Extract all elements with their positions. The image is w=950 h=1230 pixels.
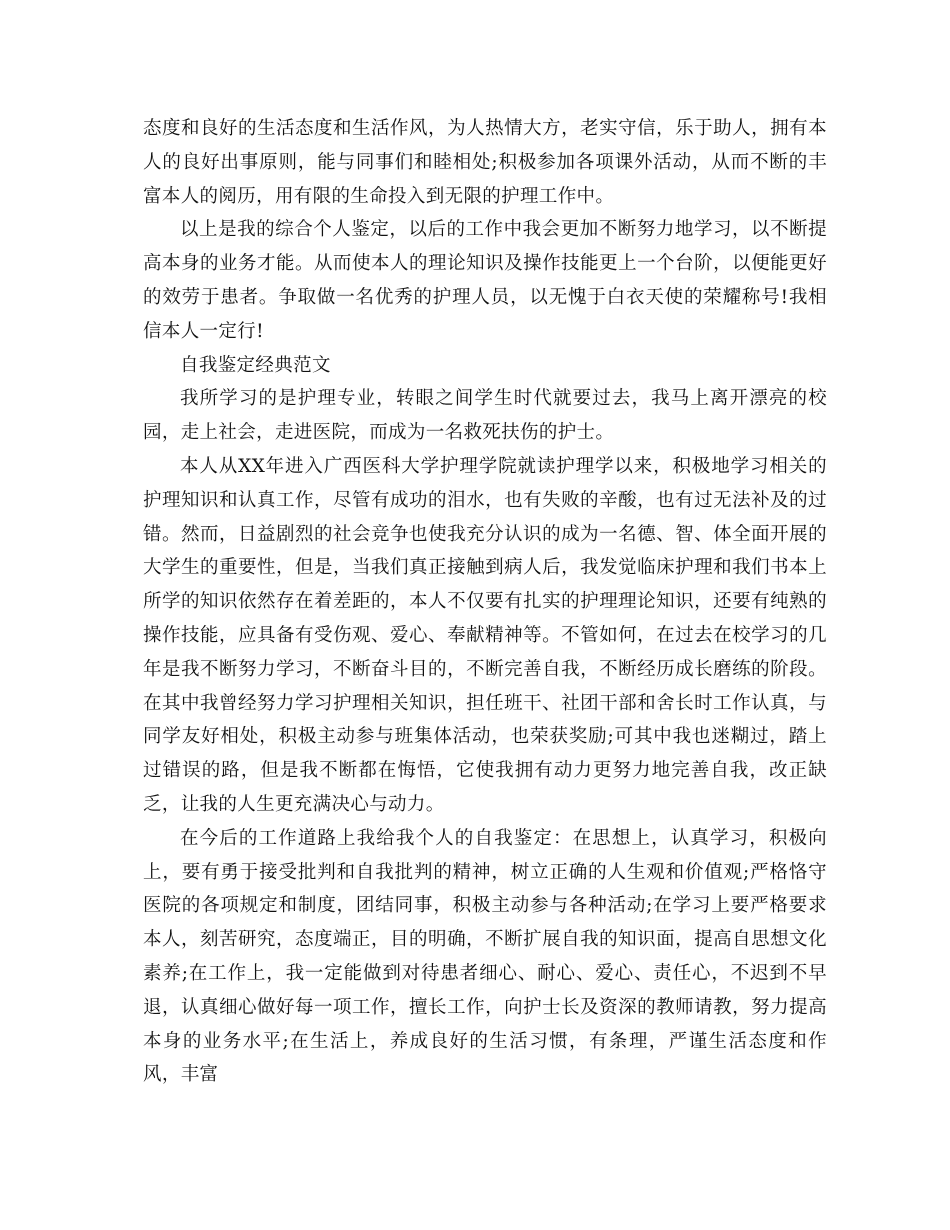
paragraph-continuation: 态度和良好的生活态度和生活作风，为人热情大方，老实守信，乐于助人，拥有本人的良好出事原则，能与同事们和睦相处;积极参加各项课外活动，从而不断的丰富本人的阅历，用有限的生命投入到无限的护理工作中。 xyxy=(143,118,827,207)
paragraph-summary: 以上是我的综合个人鉴定，以后的工作中我会更加不断努力地学习，以不断提高本身的业务才能。从而使本人的理论知识及操作技能更上一个台阶，以便能更好的效劳于患者。争取做一名优秀的护理人员，以无愧于白衣天使的荣耀称号!我相信本人一定行! xyxy=(143,219,827,342)
paragraph-intro: 我所学习的是护理专业，转眼之间学生时代就要过去，我马上离开漂亮的校园，走上社会，走进医院，而成为一名救死扶伤的护士。 xyxy=(143,388,827,444)
paragraph-future-self-assessment: 在今后的工作道路上我给我个人的自我鉴定：在思想上，认真学习，积极向上，要有勇于接受批判和自我批判的精神，树立正确的人生观和价值观;严格恪守医院的各项规定和制度，团结同事，积极主动参与各种活动;在学习上要严格要求本人，刻苦研究，态度端正，目的明确，不断扩展自我的知识面，提高自思想文化素养;在工作上，我一定能做到对待患者细心、耐心、爱心、责任心，不迟到不早退，认真细心做好每一项工作，擅长工作，向护士长及资深的教师请教，努力提高本身的业务水平;在生活上，养成良好的生活习惯，有条理，严谨生活态度和作风，丰富 xyxy=(143,827,827,1086)
paragraph-study-history: 本人从XX年进入广西医科大学护理学院就读护理学以来，积极地学习相关的护理知识和认真工作，尽管有成功的泪水，也有失败的辛酸，也有过无法补及的过错。然而，日益剧烈的社会竞争也使我充分认识的成为一名德、智、体全面开展的大学生的重要性，但是，当我们真正接触到病人后，我发觉临床护理和我们书本上所学的知识依然存在着差距的，本人不仅要有扎实的护理理论知识，还要有纯熟的操作技能，应具备有受伤观、爱心、奉献精神等。不管如何，在过去在校学习的几年是我不断努力学习，不断奋斗目的，不断完善自我，不断经历成长磨练的阶段。在其中我曾经努力学习护理相关知识，担任班干、社团干部和舍长时工作认真，与同学友好相处，积极主动参与班集体活动，也荣获奖励;可其中我也迷糊过，踏上过错误的路，但是我不断都在悔悟，它使我拥有动力更努力地完善自我，改正缺乏，让我的人生更充满决心与动力。 xyxy=(143,455,827,815)
document-body xyxy=(143,112,827,1092)
section-heading: 自我鉴定经典范文 xyxy=(180,354,331,376)
